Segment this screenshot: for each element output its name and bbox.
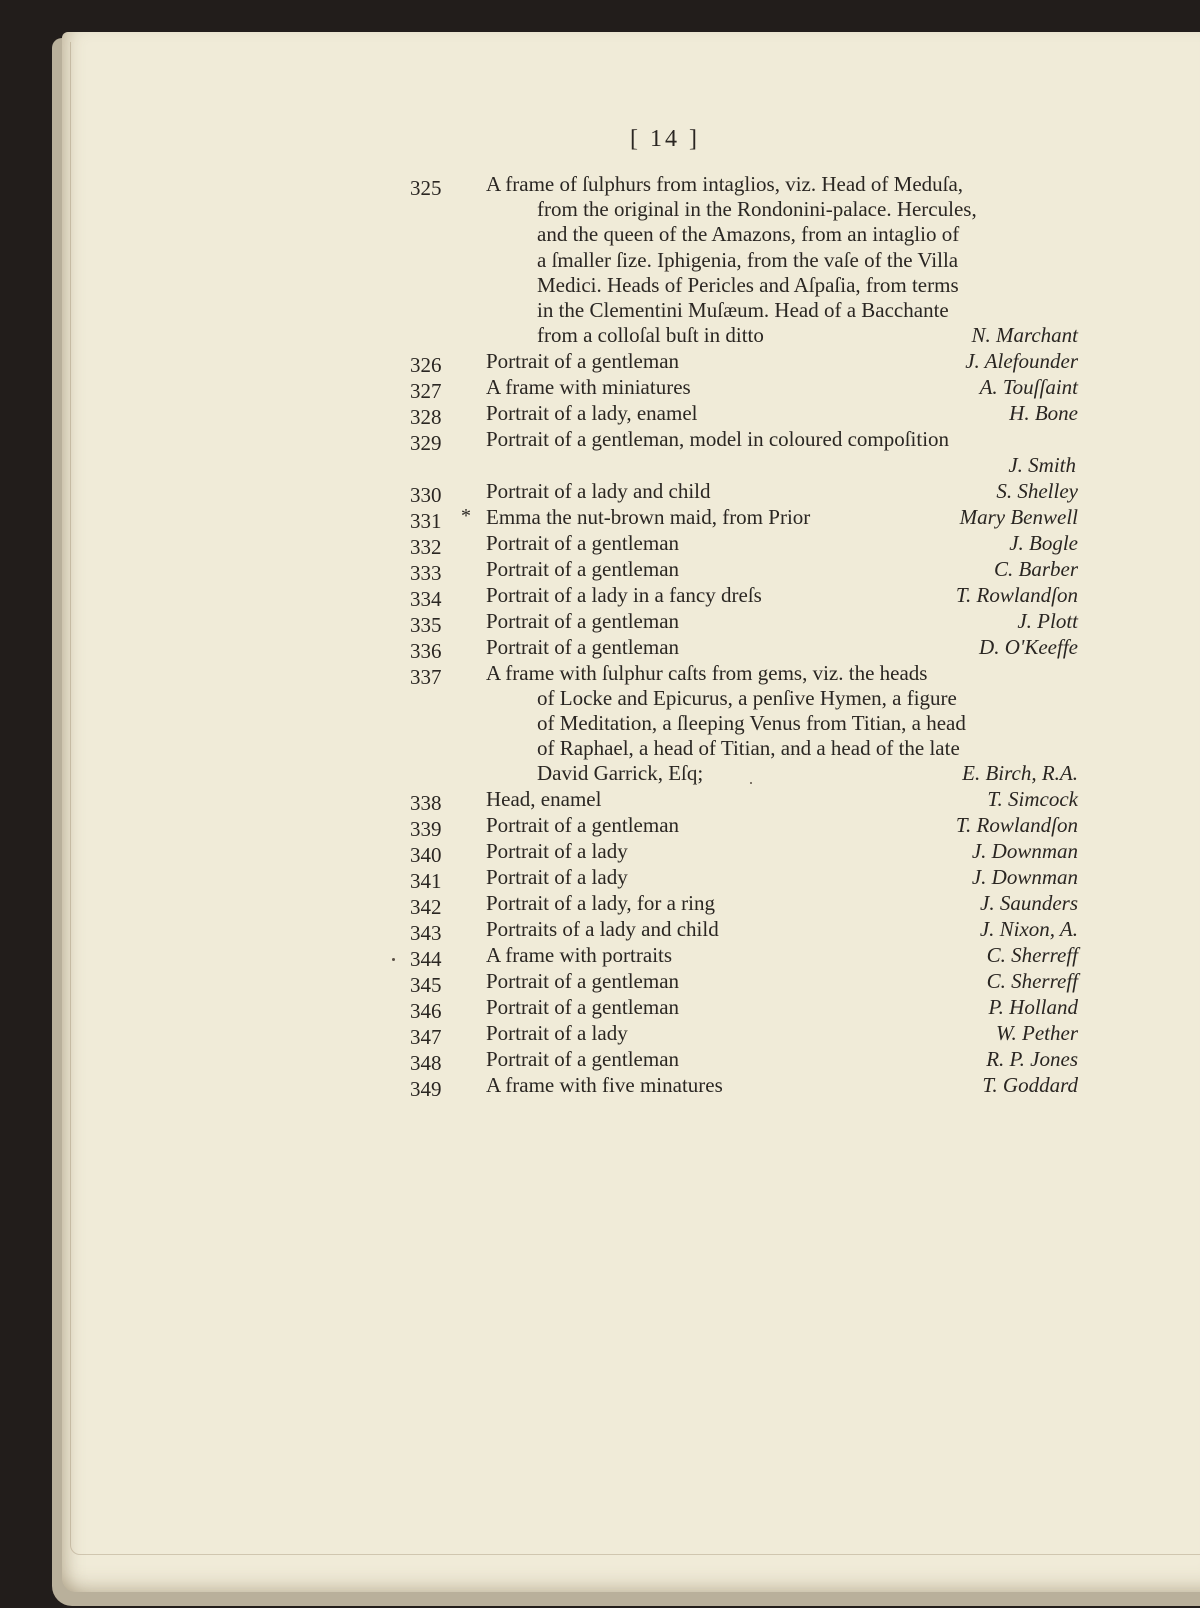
entry-description: Portrait of a lady bbox=[486, 839, 628, 864]
entry-number: 340 bbox=[410, 843, 442, 868]
entry-description-line: and the queen of the Amazons, from an intaglio of bbox=[537, 222, 960, 247]
entry-description: Portrait of a gentleman bbox=[486, 608, 680, 633]
entry-number: 344 bbox=[410, 947, 442, 972]
entry-artist: J. Bogle bbox=[1009, 530, 1078, 555]
entry-artist: J. Plott bbox=[1017, 608, 1078, 633]
entry-artist: E. Birch, R.A. bbox=[962, 761, 1078, 786]
entry-description: Portrait of a lady bbox=[486, 865, 628, 890]
entry-description-line: a ſmaller ſize. Iphigenia, from the vaſe of the Villa bbox=[537, 247, 959, 272]
entry-description-line: of Raphael, a head of Titian, and a head of the late bbox=[537, 736, 960, 761]
entry-number: 345 bbox=[410, 973, 442, 998]
entry-number: 338 bbox=[410, 791, 442, 816]
entry-description: Portrait of a gentleman, model in coloured compoſition bbox=[486, 427, 950, 452]
entry-artist: J. Downman bbox=[971, 865, 1078, 890]
entry-description: Portraits of a lady and child bbox=[486, 917, 719, 942]
entry-artist: J. Alefounder bbox=[965, 349, 1078, 374]
entry-number: 327 bbox=[410, 379, 442, 404]
entry-description: Portrait of a lady and child bbox=[486, 478, 711, 503]
entry-description-line: of Locke and Epicurus, a penſive Hymen, a figure bbox=[537, 685, 957, 710]
entry-number: 330 bbox=[410, 482, 442, 507]
entry-artist: T. Rowlandſon bbox=[955, 813, 1078, 838]
entry-description: A frame with miniatures bbox=[486, 375, 691, 400]
entry-description-line: from the original in the Rondonini-palace. Hercules, bbox=[537, 197, 977, 222]
entry-description: Portrait of a lady, enamel bbox=[486, 401, 698, 426]
entry-description-line: Medici. Heads of Pericles and Aſpaſia, from terms bbox=[537, 272, 959, 297]
entry-number: 343 bbox=[410, 921, 442, 946]
entry-artist: J. Saunders bbox=[980, 891, 1078, 916]
entry-star-mark: * bbox=[461, 504, 471, 527]
entry-description: Head, enamel bbox=[486, 787, 602, 812]
page-speck bbox=[392, 958, 395, 961]
entry-number: 346 bbox=[410, 999, 442, 1024]
entry-description-line: A frame with ſulphur caſts from gems, viz. the heads bbox=[486, 660, 928, 685]
entry-number: 332 bbox=[410, 534, 442, 559]
entry-artist: T. Rowlandſon bbox=[955, 582, 1078, 607]
entry-artist: C. Barber bbox=[994, 556, 1078, 581]
entry-description-line: David Garrick, Eſq; bbox=[537, 761, 704, 786]
entry-description-line: A frame of ſulphurs from intaglios, viz. Head of Meduſa, bbox=[486, 172, 964, 196]
entry-artist: J. Smith bbox=[1008, 453, 1076, 478]
entry-description: Portrait of a gentleman bbox=[486, 634, 680, 659]
entry-number: 335 bbox=[410, 612, 442, 637]
entry-artist: J. Downman bbox=[971, 839, 1078, 864]
entry-number: 337 bbox=[410, 664, 442, 689]
entry-description: Portrait of a lady, for a ring bbox=[486, 891, 715, 916]
entry-description-line: in the Clementini Muſæum. Head of a Bacchante bbox=[537, 298, 949, 322]
entry-description: Portrait of a gentleman bbox=[486, 530, 680, 555]
entry-number: 342 bbox=[410, 895, 442, 920]
entry-artist: R. P. Jones bbox=[986, 1047, 1078, 1072]
entry-description: Portrait of a gentleman bbox=[486, 556, 680, 581]
entry-artist: D. O'Keeffe bbox=[979, 634, 1078, 659]
entry-number: 328 bbox=[410, 405, 442, 430]
entry-description: Portrait of a gentleman bbox=[486, 349, 680, 374]
entry-number: 339 bbox=[410, 817, 442, 842]
entry-number: 331 bbox=[410, 508, 442, 533]
entry-artist: N. Marchant bbox=[971, 323, 1078, 348]
entry-number: 349 bbox=[410, 1077, 442, 1102]
entry-number: 348 bbox=[410, 1051, 442, 1076]
page-speck bbox=[750, 782, 752, 784]
entry-description: A frame with portraits bbox=[486, 943, 673, 968]
entry-artist: Mary Benwell bbox=[959, 504, 1078, 529]
entry-artist: J. Nixon, A. bbox=[979, 917, 1078, 942]
entry-description: Portrait of a gentleman bbox=[486, 813, 680, 838]
entry-description: Portrait of a gentleman bbox=[486, 1047, 680, 1072]
entry-number: 329 bbox=[410, 431, 442, 456]
entry-artist: H. Bone bbox=[1009, 401, 1078, 426]
entry-description: Portrait of a lady in a fancy dreſs bbox=[486, 582, 762, 607]
entry-number: 336 bbox=[410, 638, 442, 663]
entry-description: Emma the nut-brown maid, from Prior bbox=[486, 504, 811, 529]
entry-artist: P. Holland bbox=[988, 995, 1078, 1020]
entry-number: 334 bbox=[410, 586, 442, 611]
entry-number: 347 bbox=[410, 1025, 442, 1050]
entry-artist: W. Pether bbox=[995, 1021, 1078, 1046]
entry-number: 325 bbox=[410, 176, 442, 200]
entry-number: 341 bbox=[410, 869, 442, 894]
entry-artist: C. Sherreff bbox=[986, 943, 1078, 968]
page-number: [ 14 ] bbox=[630, 126, 700, 152]
entry-artist: S. Shelley bbox=[996, 478, 1078, 503]
entry-number: 333 bbox=[410, 560, 442, 585]
entry-description: Portrait of a gentleman bbox=[486, 969, 680, 994]
entry-description-line: of Meditation, a ſleeping Venus from Titian, a head bbox=[537, 711, 966, 735]
entry-artist: A. Touſſaint bbox=[979, 375, 1078, 400]
entry-description: Portrait of a gentleman bbox=[486, 995, 680, 1020]
entry-artist: C. Sherreff bbox=[986, 969, 1078, 994]
entry-number: 326 bbox=[410, 353, 442, 378]
entry-description: A frame with five minatures bbox=[486, 1073, 723, 1098]
entry-artist: T. Simcock bbox=[987, 787, 1078, 812]
entry-description: Portrait of a lady bbox=[486, 1021, 628, 1046]
entry-description-line: from a colloſal buſt in ditto bbox=[537, 323, 764, 348]
entry-artist: T. Goddard bbox=[982, 1073, 1078, 1098]
